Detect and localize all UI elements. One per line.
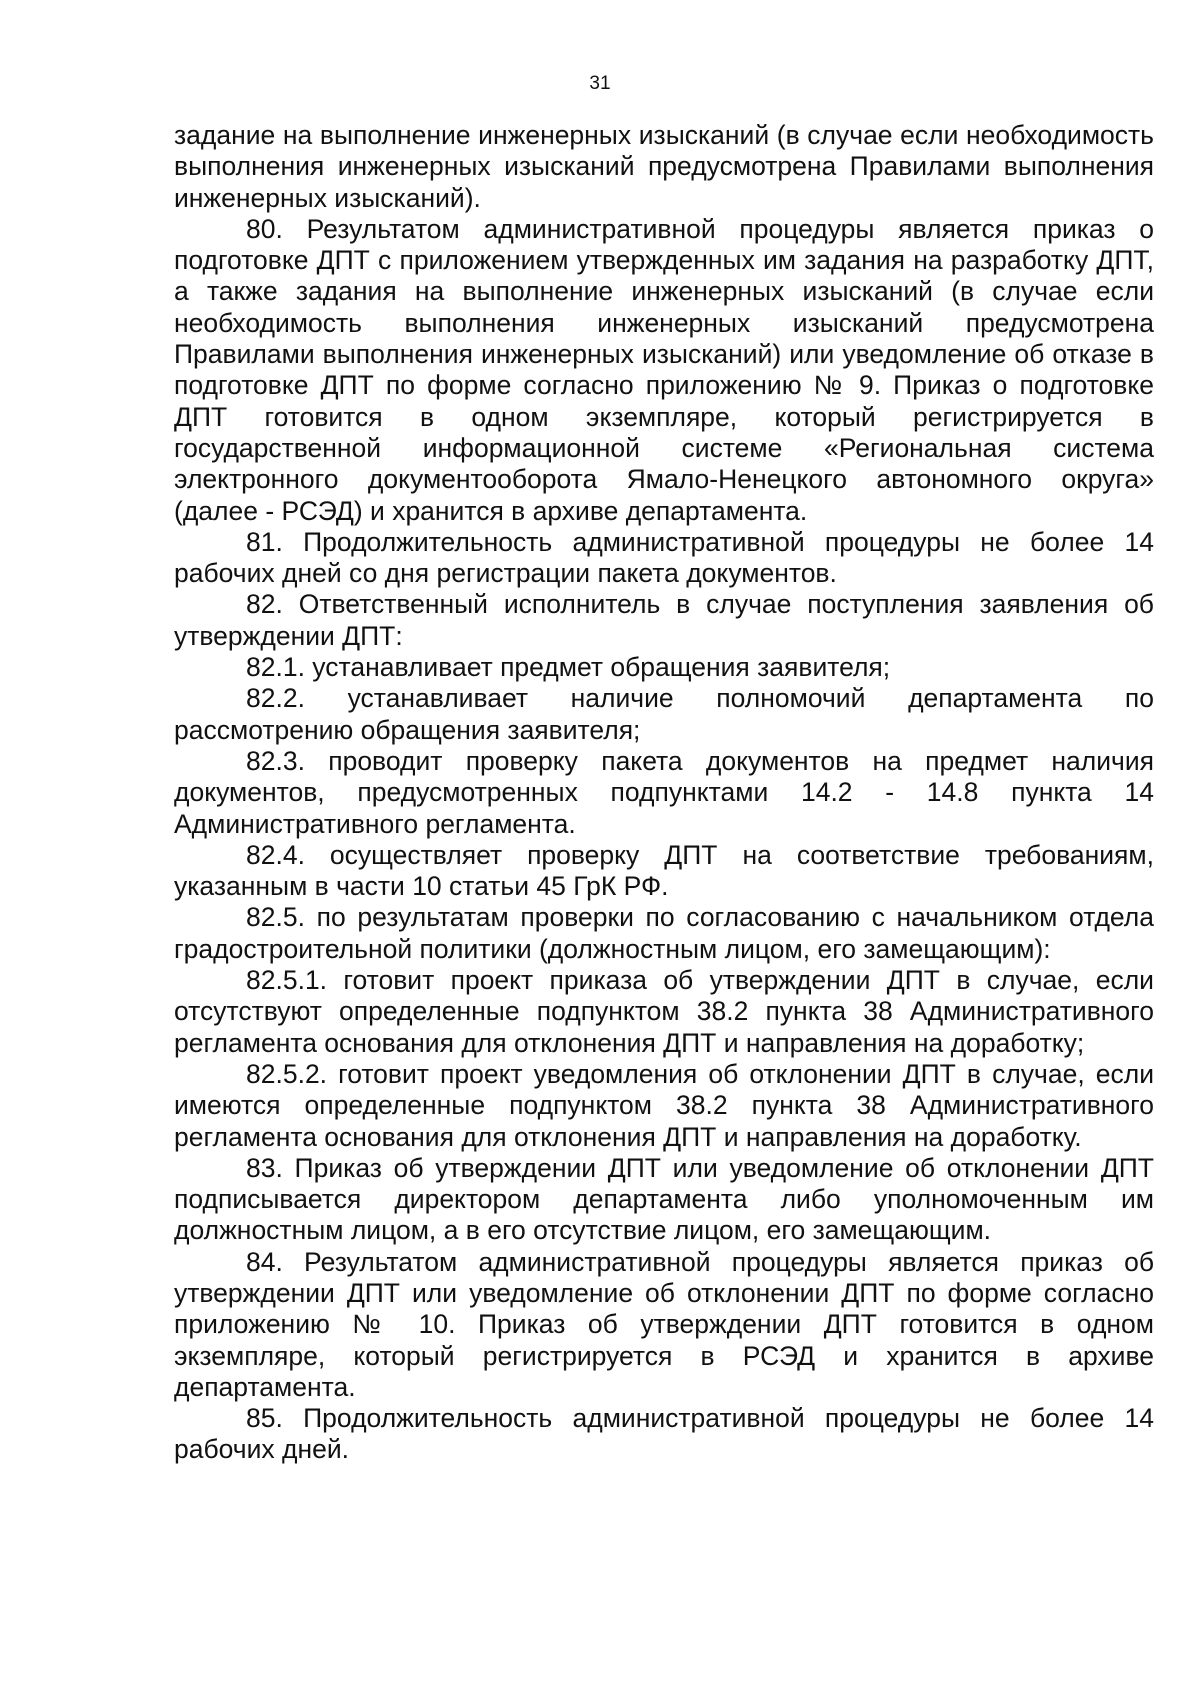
paragraph-82-4: 82.4. осуществляет проверку ДПТ на соответствие требованиям, указанным в части 10 статьи 45 ГрК РФ. [174,839,1154,902]
paragraph-82-2: 82.2. устанавливает наличие полномочий департамента по рассмотрению обращения заявителя; [174,683,1154,745]
paragraph-85: 85. Продолжительность административной процедуры не более 14 рабочих дней. [174,1403,1154,1465]
paragraph-82-1: 82.1. устанавливает предмет обращения заявителя; [246,652,891,683]
paragraph-83: 83. Приказ об утверждении ДПТ или уведомление об отклонении ДПТ подписывается директором департамента либо уполномоченным им должностным лицом, а в его отсутствие лицом, его замещающим. [174,1152,1154,1246]
paragraph-81: 81. Продолжительность административной процедуры не более 14 рабочих дней со дня регистрации пакета документов. [174,526,1154,589]
document-body [174,120,1154,1466]
paragraph-82-5-2: 82.5.2. готовит проект уведомления об отклонении ДПТ в случае, если имеются определенные подпунктом 38.2 пункта 38 Административного регламента основания для отклонения ДПТ и направления на доработку. [174,1058,1154,1152]
paragraph-84: 84. Результатом административной процедуры является приказ об утверждении ДПТ или уведомление об отклонении ДПТ по форме согласно приложению № 10. Приказ об утверждении ДПТ готовится в одном экземпляре, который регистрируется в РСЭД и хранится в архиве департамента. [174,1246,1154,1402]
paragraph-82-3: 82.3. проводит проверку пакета документов на предмет наличия документов, предусмотренных подпунктами 14.2 - 14.8 пункта 14 Административного регламента. [174,745,1154,839]
paragraph-82: 82. Ответственный исполнитель в случае поступления заявления об утверждении ДПТ: [174,589,1154,651]
paragraph-82-5-1: 82.5.1. готовит проект приказа об утверждении ДПТ в случае, если отсутствуют определенные подпунктом 38.2 пункта 38 Административного регламента основания для отклонения ДПТ и направления на доработку; [174,965,1154,1058]
page-number: 31 [589,73,611,94]
paragraph-continuation: задание на выполнение инженерных изысканий (в случае если необходимость выполнения инженерных изысканий предусмотрена Правилами выполнения инженерных изысканий). [174,120,1154,213]
paragraph-80: 80. Результатом административной процедуры является приказ о подготовке ДПТ с приложением утвержденных им задания на разработку ДПТ, а также задания на выполнение инженерных изысканий (в случае если необходимость выполнения инженерных изысканий предусмотрена Правилами выполнения инженерных изысканий) или уведомление об отказе в подготовке ДПТ по форме согласно приложению № 9. Приказ о подготовке ДПТ готовится в одном экземпляре, который регистрируется в государственной информационной системе «Региональная система электронного документооборота Ямало-Ненецкого автономного округа» (далее - РСЭД) и хранится в архиве департамента. [174,213,1154,526]
paragraph-82-5: 82.5. по результатам проверки по согласованию с начальником отдела градостроительной политики (должностным лицом, его замещающим): [174,902,1154,964]
